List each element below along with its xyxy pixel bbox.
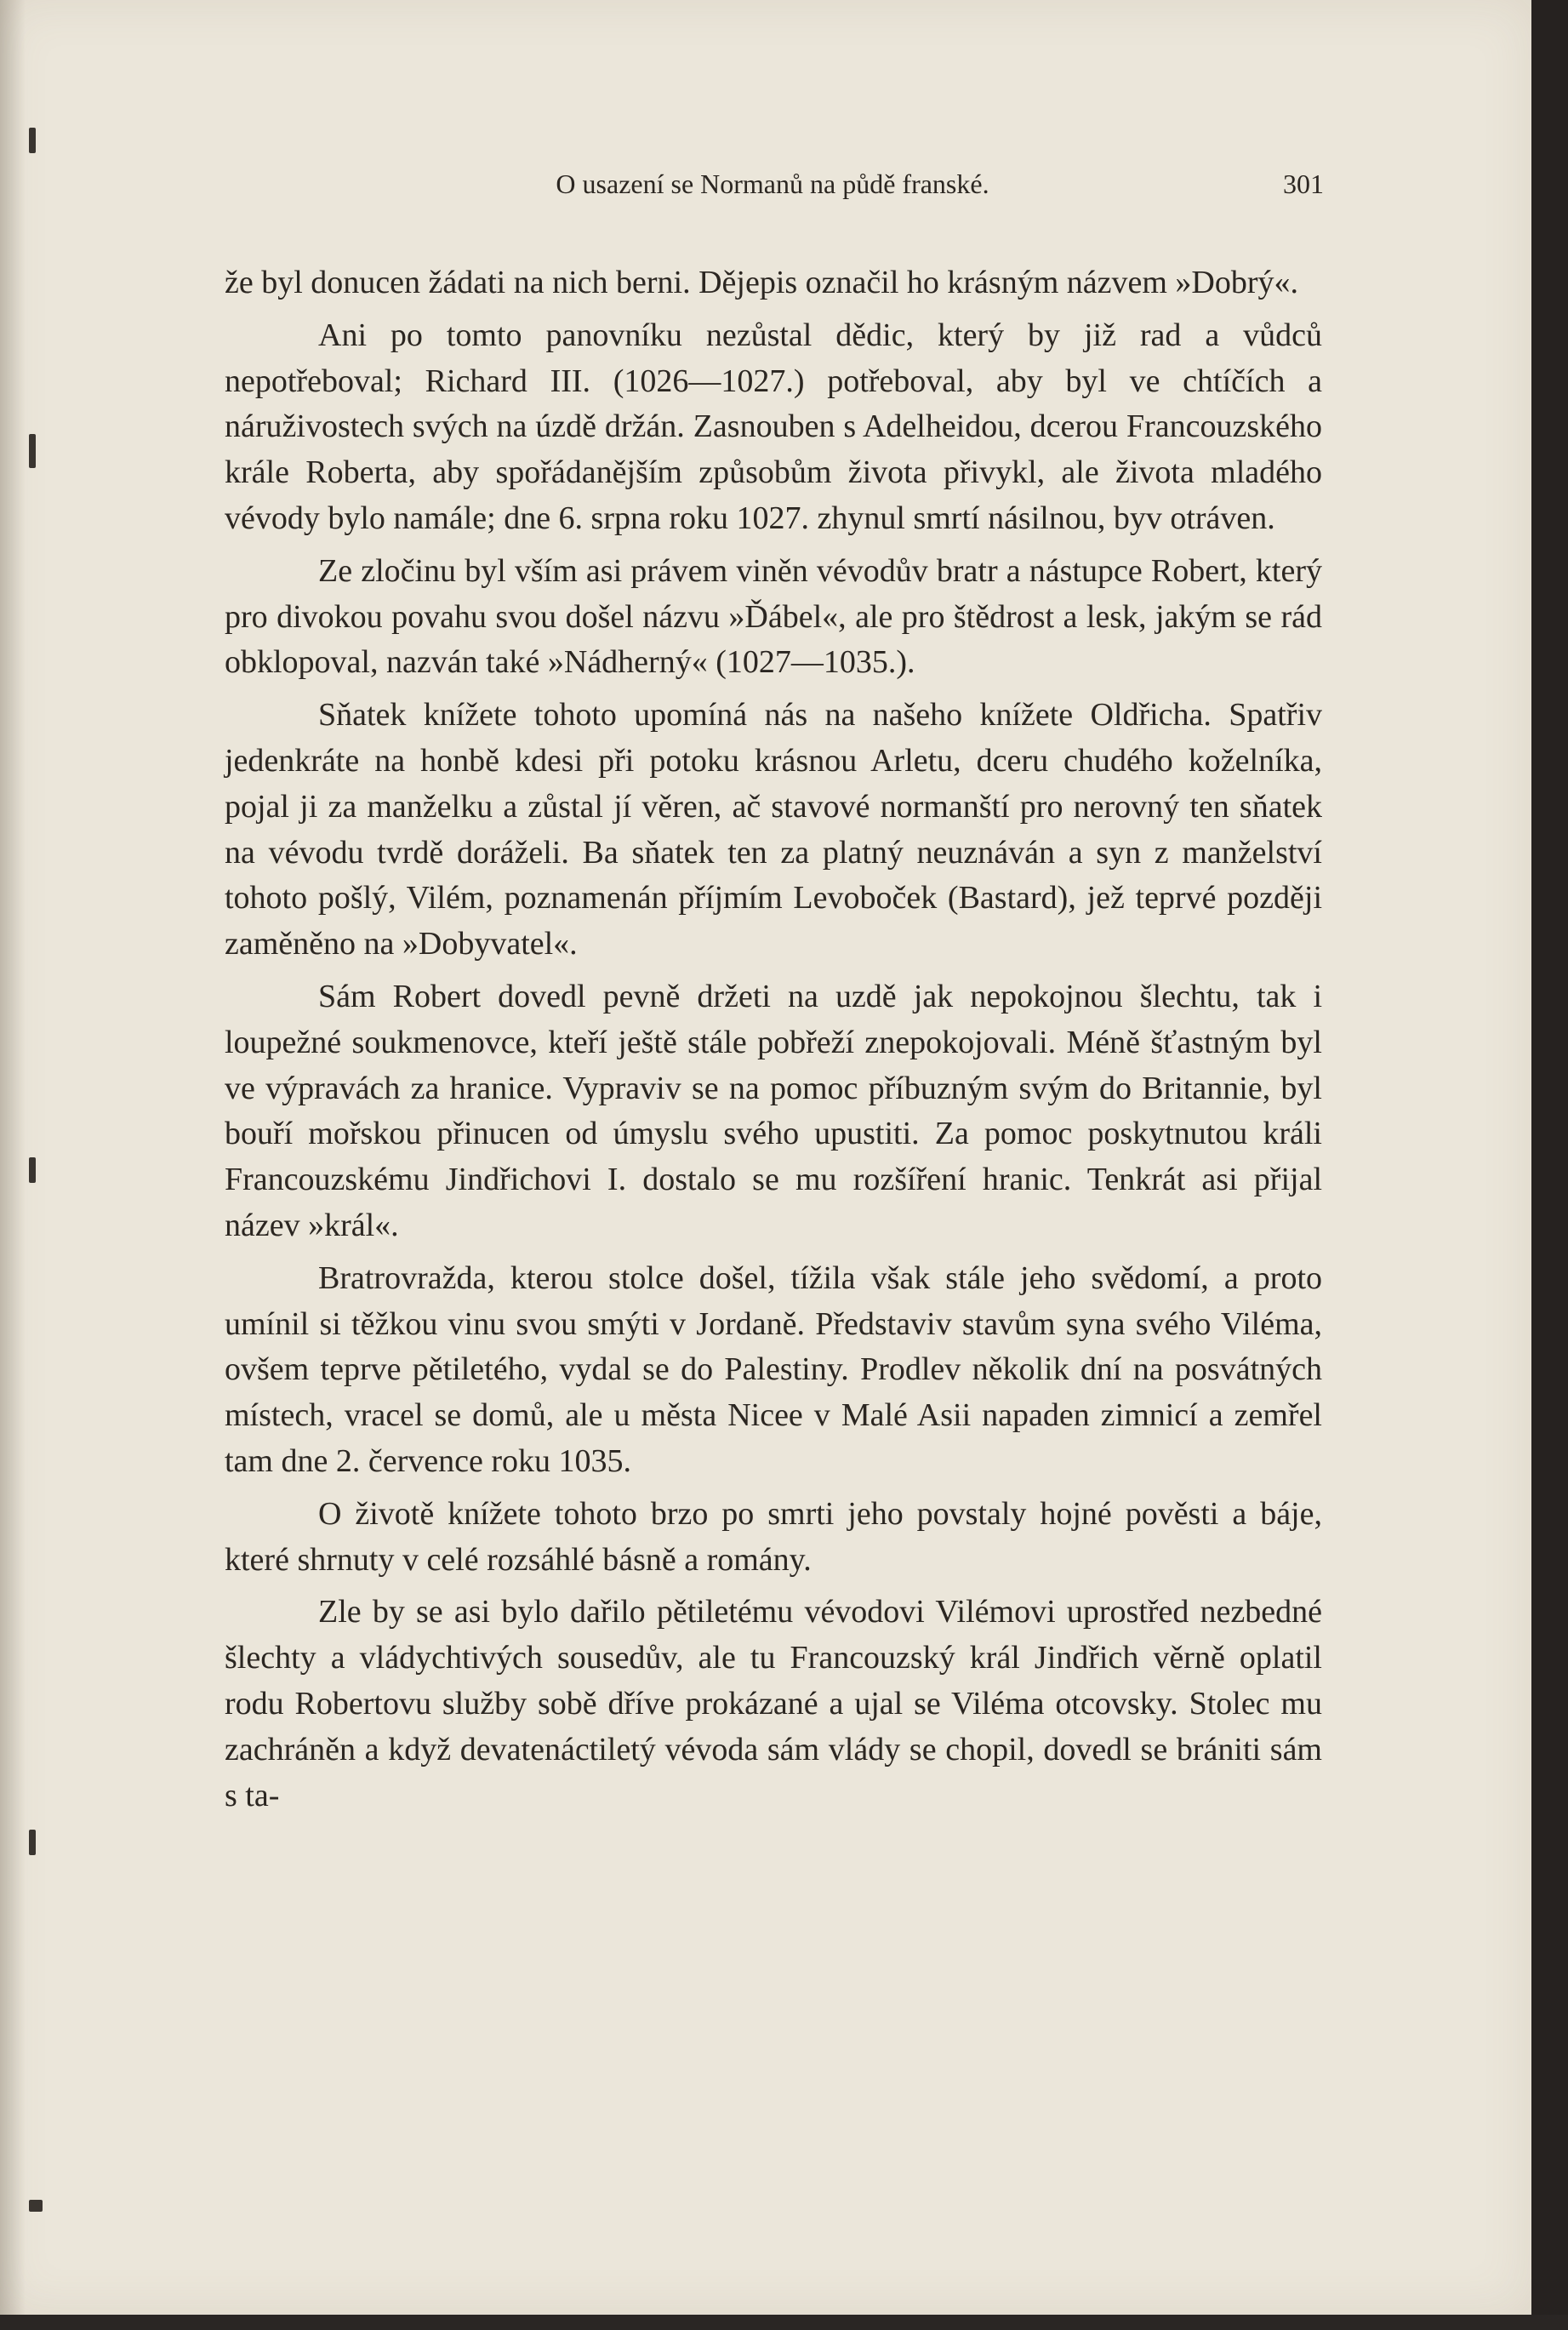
paragraph: Sám Robert dovedl pevně držeti na uzdě jak nepokojnou šlechtu, tak i loupežné soukmenovce, kteří ještě stále pobřeží znepokojovali. Méně šťastným byl ve výpravách za hranice. Vypraviv se na pomoc příbuzným svým do Britannie, byl bouří mořskou přinucen od úmyslu svého upustiti. Za pomoc poskytnutou králi Francouzskému Jindřichovi I. dostalo se mu rozšíření hranic. Tenkrát asi přijal název »král«. (225, 978, 1322, 1243)
gutter-mark (29, 2200, 43, 2212)
paragraph: Ze zločinu byl vším asi právem viněn vévodův bratr a nástupce Robert, který pro divokou povahu svou došel názvu »Ďábel«, ale pro štědrost a lesk, jakým se rád obklopoval, nazván také »Nádherný« (1027—1035.). (225, 552, 1322, 681)
gutter-mark (29, 434, 36, 468)
body-text (225, 260, 1322, 1825)
gutter-mark (29, 1157, 36, 1183)
spine-shadow (0, 0, 26, 2315)
paragraph: Ani po tomto panovníku nezůstal dědic, který by již rad a vůdců nepotřeboval; Richard III. (1026—1027.) potřeboval, aby byl ve chtíčích a náruživostech svých na úzdě držán. Zasnouben s Adelheidou, dcerou Francouzského krále Roberta, aby spořádanějším způsobům života přivykl, ale života mladého vévody bylo namále; dne 6. srpna roku 1027. zhynul smrtí násilnou, byv otráven. (225, 317, 1322, 536)
page-number: 301 (1283, 168, 1324, 199)
paragraph: že byl donucen žádati na nich berni. Dějepis označil ho krásným názvem »Dobrý«. (225, 265, 1299, 300)
page-header (221, 168, 1324, 211)
gutter-mark (29, 128, 36, 153)
scan-border-bottom (0, 2315, 1568, 2330)
paragraph: Zle by se asi bylo dařilo pětiletému vévodovi Vilémovi uprostřed nezbedné šlechty a vládychtivých sousedův, ale tu Francouzský král Jindřich věrně oplatil rodu Robertovu služby sobě dříve prokázané a ujal se Viléma otcovsky. Stolec mu zachráněn a když devatenáctiletý vévoda sám vlády se chopil, dovedl se brániti sám s ta- (225, 1594, 1322, 1813)
paragraph: O životě knížete tohoto brzo po smrti jeho povstaly hojné pověsti a báje, které shrnuty v celé rozsáhlé básně a romány. (225, 1495, 1322, 1578)
paragraph: Sňatek knížete tohoto upomíná nás na našeho knížete Oldřicha. Spatřiv jedenkráte na honbě kdesi při potoku krásnou Arletu, dceru chudého koželníka, pojal ji za manželku a zůstal jí věren, ač stavové normanští pro nerovný ten sňatek na vévodu tvrdě doráželi. Ba sňatek ten za platný neuznáván a syn z manželství tohoto pošlý, Vilém, poznamenán příjmím Levoboček (Bastard), jež teprvé později zaměněno na »Dobyvatel«. (225, 697, 1322, 962)
paragraph: Bratrovražda, kterou stolce došel, tížila však stále jeho svědomí, a proto umínil si těžkou vinu svou smýti v Jordaně. Představiv stavům syna svého Viléma, ovšem teprve pětiletého, vydal se do Palestiny. Prodlev několik dní na posvátných místech, vracel se domů, ale u města Nicee v Malé Asii napaden zimnicí a zemřel tam dne 2. července roku 1035. (225, 1259, 1322, 1479)
running-title: O usazení se Normanů na půdě franské. (556, 168, 989, 199)
scan-border-right (1531, 0, 1568, 2330)
gutter-mark (29, 1830, 36, 1855)
